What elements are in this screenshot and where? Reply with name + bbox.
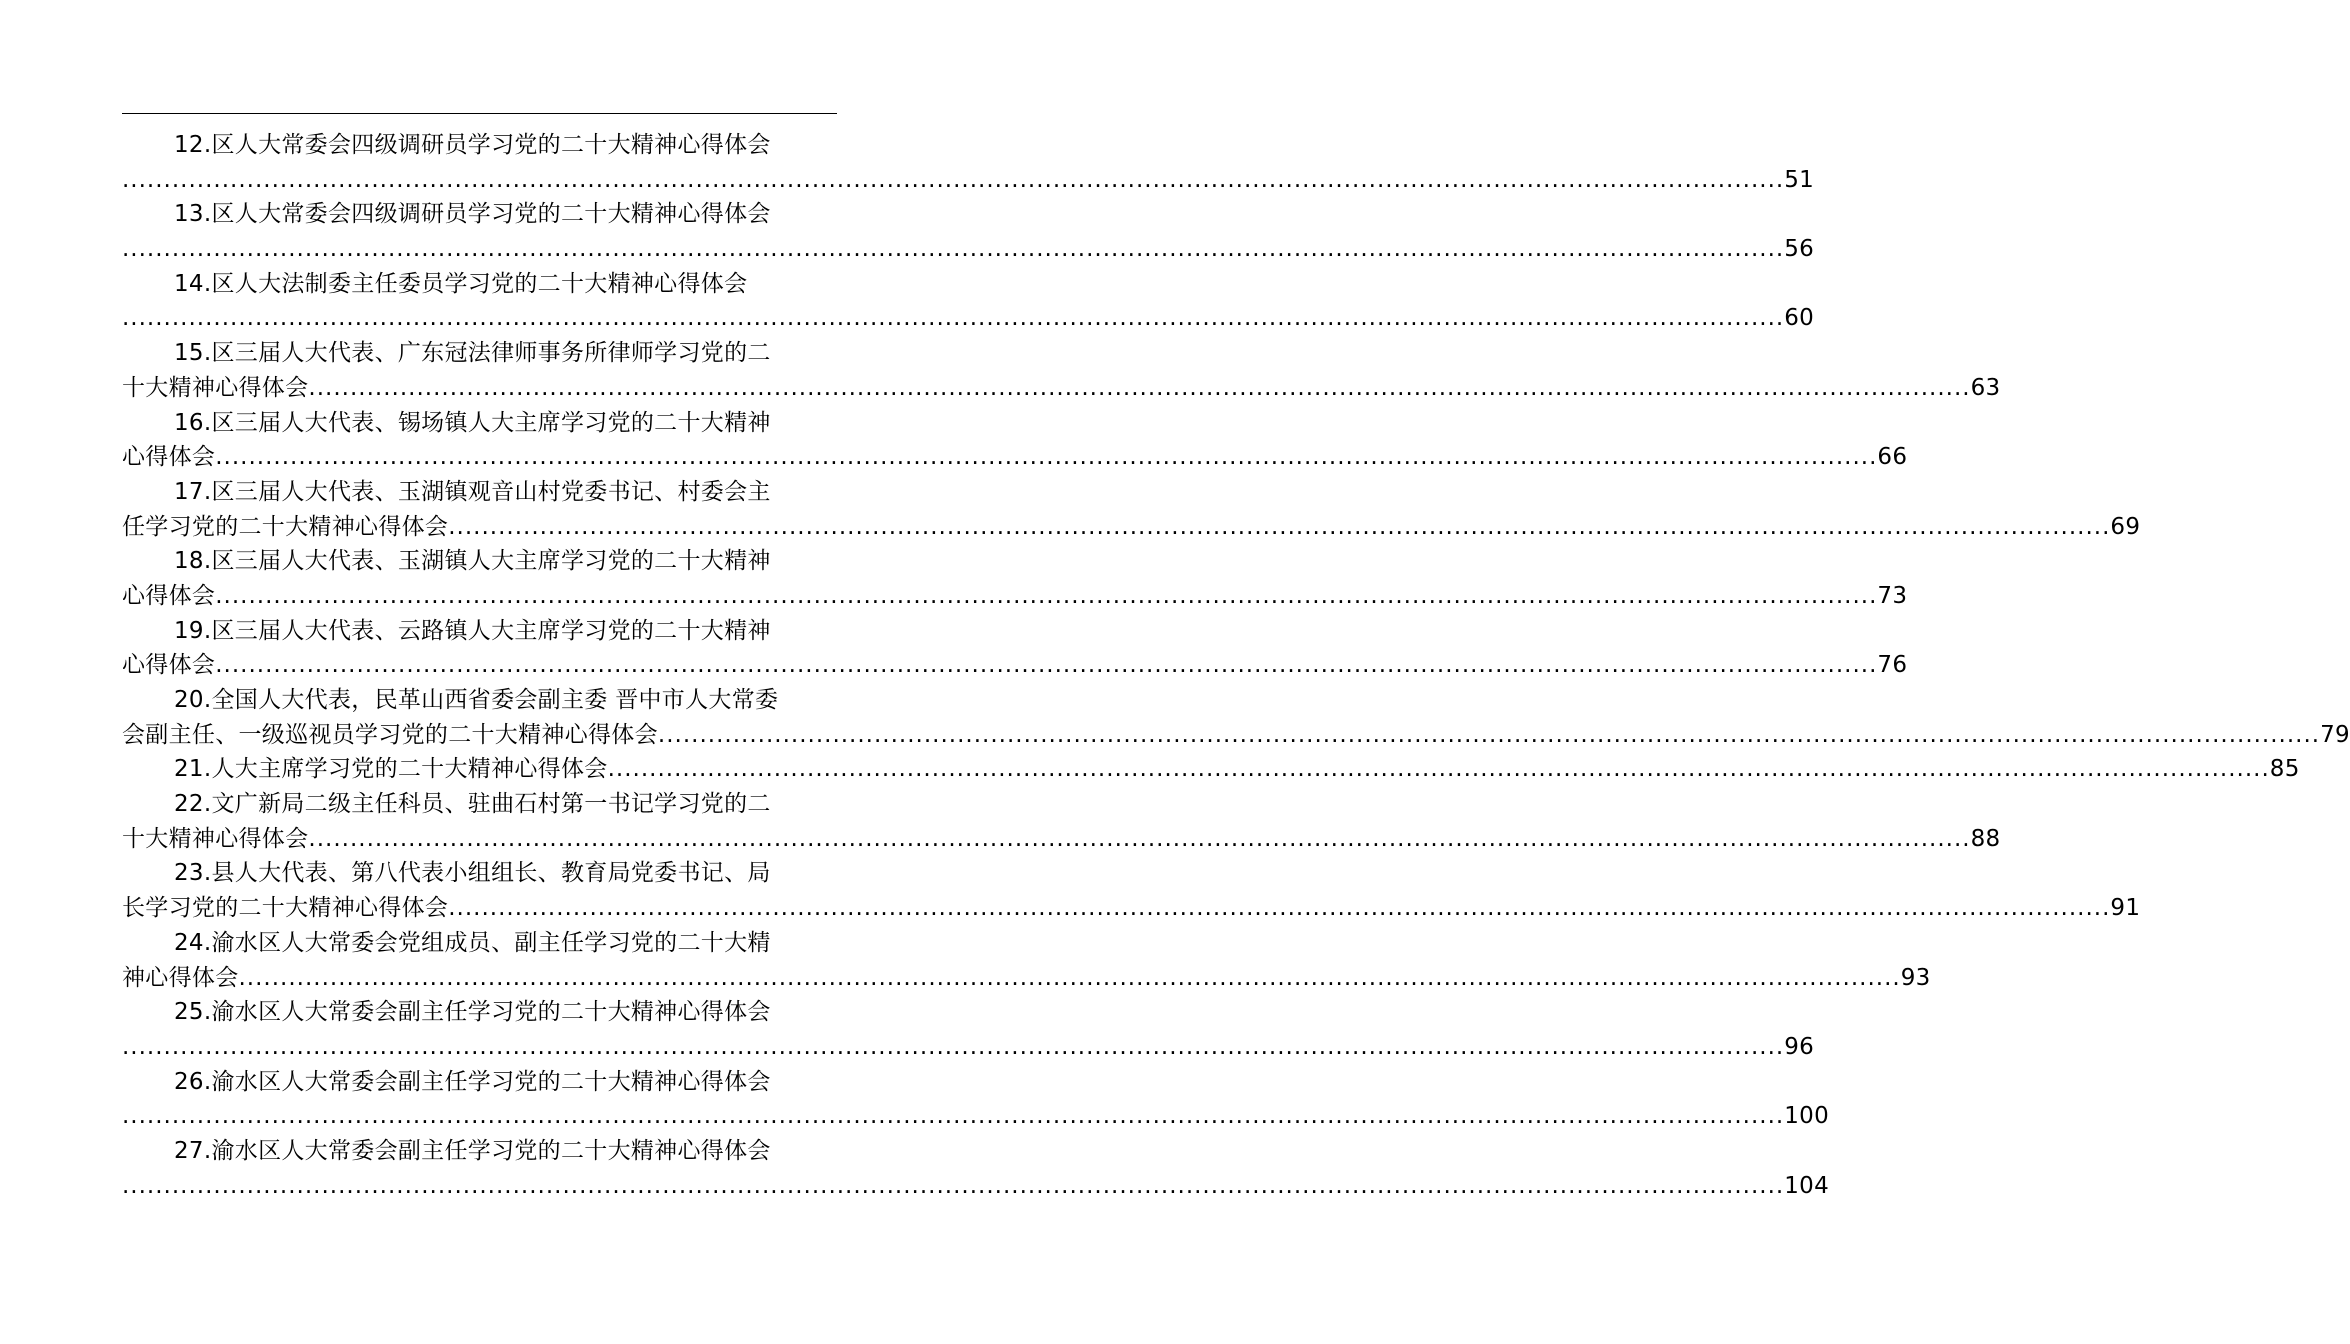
- toc-leader-dots: ........................................................................................................................................................................................................: [122, 1033, 1785, 1060]
- toc-entry[interactable]: [122, 336, 2001, 405]
- toc-entry-second-line: [122, 371, 2001, 406]
- toc-entry-title-continued: 会副主任、一级巡视员学习党的二十大精神心得体会: [122, 721, 658, 748]
- toc-page-number: 51: [1784, 166, 1815, 193]
- toc-entry[interactable]: [122, 128, 1815, 197]
- toc-entry-title: 13.区人大常委会四级调研员学习党的二十大精神心得体会: [174, 201, 771, 228]
- toc-entry-title: 14.区人大法制委主任委员学习党的二十大精神心得体会: [174, 270, 748, 297]
- toc-entry[interactable]: [122, 752, 2300, 787]
- toc-page-number: 96: [1784, 1033, 1815, 1060]
- toc-page-number: 56: [1784, 236, 1815, 263]
- toc-entry[interactable]: [122, 1065, 1830, 1134]
- toc-page-number: 69: [2110, 513, 2141, 540]
- toc-entry-title: 12.区人大常委会四级调研员学习党的二十大精神心得体会: [174, 132, 771, 158]
- toc-leader-dots: ........................................................................................................................................................................................................: [308, 825, 1971, 852]
- toc-entry-first-line: [122, 475, 837, 510]
- toc-entry-title-continued: 十大精神心得体会: [122, 825, 309, 852]
- toc-entry-title-continued: 心得体会: [122, 652, 216, 679]
- toc-leader-dots: ........................................................................................................................................................................................................: [122, 236, 1785, 263]
- toc-entry-second-line: [122, 891, 2141, 926]
- toc-entry-title: 25.渝水区人大常委会副主任学习党的二十大精神心得体会: [174, 999, 771, 1026]
- toc-entry[interactable]: [122, 197, 1815, 266]
- toc-entry-first-line: [122, 267, 837, 302]
- toc-leader-dots: ........................................................................................................................................................................................................: [448, 895, 2111, 922]
- toc-entry-first-line: [122, 1065, 837, 1100]
- toc-leader-dots: ........................................................................................................................................................................................................: [122, 1103, 1785, 1130]
- toc-entry-second-line: [122, 1099, 1830, 1134]
- toc-entry[interactable]: [122, 267, 1815, 336]
- toc-page-number: 79: [2320, 721, 2350, 748]
- toc-entry-first-line: [122, 336, 837, 371]
- toc-entry-second-line: [122, 301, 1815, 336]
- toc-page-number: 104: [1784, 1172, 1830, 1199]
- toc-leader-dots: ........................................................................................................................................................................................................: [215, 652, 1878, 679]
- toc-entry-title: 26.渝水区人大常委会副主任学习党的二十大精神心得体会: [174, 1068, 771, 1095]
- toc-leader-dots: ........................................................................................................................................................................................................: [122, 1172, 1785, 1199]
- toc-entry-first-line: [122, 544, 837, 579]
- toc-entry[interactable]: [122, 614, 1908, 683]
- toc-page-number: 66: [1877, 444, 1908, 471]
- toc-entry[interactable]: [122, 995, 1815, 1064]
- toc-entry-title-continued: 任学习党的二十大精神心得体会: [122, 513, 449, 540]
- toc-entry[interactable]: [122, 544, 1908, 613]
- toc-entry[interactable]: [122, 683, 2350, 752]
- toc-entry-second-line: [122, 440, 1908, 475]
- toc-leader-dots: ........................................................................................................................................................................................................: [657, 721, 2321, 748]
- toc-entry-first-line: [122, 787, 837, 822]
- toc-entry-title: 21.人大主席学习党的二十大精神心得体会: [174, 756, 608, 783]
- toc-entry-second-line: [122, 718, 2350, 753]
- toc-entry-first-line: [122, 1134, 837, 1169]
- toc-leader-dots: ........................................................................................................................................................................................................: [122, 305, 1785, 332]
- toc-entry-first-line: [122, 856, 837, 891]
- toc-entry-title: 18.区三届人大代表、玉湖镇人大主席学习党的二十大精神: [174, 548, 771, 575]
- toc-entry-title: 19.区三届人大代表、云路镇人大主席学习党的二十大精神: [174, 617, 771, 644]
- toc-entry-second-line: [122, 1030, 1815, 1065]
- toc-entry-first-line: [122, 926, 837, 961]
- toc-entry-title: 24.渝水区人大常委会党组成员、副主任学习党的二十大精: [174, 929, 771, 956]
- toc-page-number: 88: [1970, 825, 2001, 852]
- toc-page-number: 73: [1877, 582, 1908, 609]
- toc-leader-dots: ........................................................................................................................................................................................................: [122, 166, 1785, 193]
- toc-entry-title: 22.文广新局二级主任科员、驻曲石村第一书记学习党的二: [174, 791, 771, 818]
- toc-leader-dots: ........................................................................................................................................................................................................: [448, 513, 2111, 540]
- toc-entry-first-line: [122, 683, 837, 718]
- toc-entry-second-line: [122, 510, 2141, 545]
- toc-entry-title-continued: 心得体会: [122, 444, 216, 471]
- toc-page-number: 63: [1970, 374, 2001, 401]
- toc-entry-first-line: [122, 406, 837, 441]
- toc-leader-dots: ........................................................................................................................................................................................................: [308, 374, 1971, 401]
- toc-entry[interactable]: [122, 406, 1908, 475]
- toc-entry-title-continued: 神心得体会: [122, 964, 239, 991]
- toc-leader-dots: ........................................................................................................................................................................................................: [215, 444, 1878, 471]
- header-rule: [122, 113, 837, 114]
- toc-page-number: 85: [2269, 756, 2300, 783]
- toc-entry[interactable]: [122, 926, 1931, 995]
- toc-entry-second-line: [122, 648, 1908, 683]
- toc-entry-title: 15.区三届人大代表、广东冠法律师事务所律师学习党的二: [174, 340, 771, 367]
- toc-entry[interactable]: [122, 856, 2141, 925]
- table-of-contents: [122, 128, 2350, 1203]
- toc-entry-second-line: [122, 232, 1815, 267]
- toc-entry-title: 17.区三届人大代表、玉湖镇观音山村党委书记、村委会主: [174, 478, 771, 505]
- toc-page-number: 60: [1784, 305, 1815, 332]
- toc-entry-first-line: [122, 197, 837, 232]
- toc-leader-dots: ........................................................................................................................................................................................................: [607, 756, 2270, 783]
- toc-entry-title-continued: 长学习党的二十大精神心得体会: [122, 895, 449, 922]
- toc-entry[interactable]: [122, 475, 2141, 544]
- toc-entry-second-line: [122, 961, 1931, 996]
- toc-entry-second-line: [122, 1169, 1830, 1204]
- toc-entry-title: 20.全国人大代表，民革山西省委会副主委 晋中市人大常委: [174, 687, 779, 713]
- toc-page-number: 76: [1877, 652, 1908, 679]
- toc-entry-second-line: [122, 822, 2001, 857]
- toc-entry-title-continued: 心得体会: [122, 582, 216, 609]
- toc-entry-second-line: [122, 163, 1815, 198]
- toc-page-number: 93: [1900, 964, 1931, 991]
- toc-entry[interactable]: [122, 787, 2001, 856]
- toc-entry[interactable]: [122, 1134, 1830, 1203]
- toc-entry-first-line: [122, 128, 837, 163]
- toc-leader-dots: ........................................................................................................................................................................................................: [215, 582, 1878, 609]
- toc-entry-title-continued: 十大精神心得体会: [122, 374, 309, 401]
- toc-page-number: 100: [1784, 1103, 1830, 1130]
- toc-entry-title: 27.渝水区人大常委会副主任学习党的二十大精神心得体会: [174, 1137, 771, 1164]
- toc-entry-first-line: [122, 995, 837, 1030]
- toc-entry-first-line: [122, 752, 2300, 787]
- toc-leader-dots: ........................................................................................................................................................................................................: [238, 964, 1901, 991]
- toc-page-number: 91: [2110, 895, 2141, 922]
- toc-entry-title: 23.县人大代表、第八代表小组组长、教育局党委书记、局: [174, 860, 771, 887]
- toc-entry-first-line: [122, 614, 837, 649]
- toc-entry-title: 16.区三届人大代表、锡场镇人大主席学习党的二十大精神: [174, 409, 771, 436]
- toc-entry-second-line: [122, 579, 1908, 614]
